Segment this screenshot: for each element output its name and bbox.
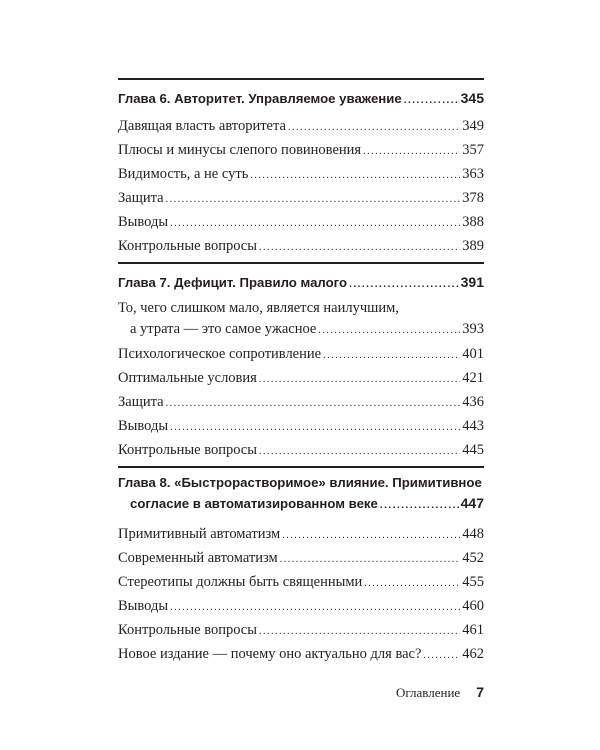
entry-page: 378 [462, 190, 484, 206]
chapter-6 [118, 78, 484, 258]
entry-page: 388 [462, 214, 484, 230]
dot-leader [259, 368, 460, 392]
entry-page: 443 [462, 418, 484, 434]
chapter-title-line1: Глава 8. «Быстрорастворимое» влияние. Примитивное [118, 475, 482, 490]
entry-title: Психологическое сопротивление [118, 346, 322, 362]
toc-entry[interactable] [118, 618, 484, 642]
entry-title: Новое издание — почему оно актуально для вас? [118, 646, 422, 662]
entry-title-line2: а утрата — это самое ужасное [130, 321, 317, 337]
toc-entry[interactable] [118, 342, 484, 366]
chapter-heading[interactable] [118, 269, 484, 295]
toc-entry[interactable] [118, 114, 484, 138]
dot-leader [423, 644, 460, 668]
entry-page: 421 [462, 370, 484, 386]
chapter-page: 345 [460, 90, 484, 106]
toc-entry[interactable] [118, 138, 484, 162]
dot-leader [323, 344, 460, 368]
chapter-page: 447 [460, 495, 484, 511]
entry-title: Видимость, а не суть [118, 166, 249, 182]
entry-title: Стереотипы должны быть священными [118, 574, 363, 590]
toc-entry[interactable] [118, 414, 484, 438]
dot-leader [259, 236, 460, 260]
table-of-contents [118, 78, 484, 666]
dot-leader [170, 596, 460, 620]
toc-entry[interactable] [118, 298, 484, 342]
toc-entry[interactable] [118, 594, 484, 618]
entry-page: 460 [462, 598, 484, 614]
dot-leader [364, 572, 460, 596]
chapter-7 [118, 262, 484, 462]
dot-leader [166, 392, 461, 416]
chapter-heading[interactable] [118, 473, 484, 517]
entry-title: Давящая власть авторитета [118, 118, 286, 134]
dot-leader [280, 548, 461, 572]
dot-leader [170, 416, 460, 440]
dot-leader [282, 524, 460, 548]
entry-page: 445 [462, 442, 484, 458]
dot-leader [363, 140, 460, 164]
chapter-8 [118, 466, 484, 666]
toc-entry[interactable] [118, 210, 484, 234]
entry-title: Контрольные вопросы [118, 442, 257, 458]
entry-page: 357 [462, 142, 484, 158]
toc-entry[interactable] [118, 642, 484, 666]
toc-entry[interactable] [118, 162, 484, 186]
dot-leader [166, 188, 461, 212]
dot-leader [349, 272, 459, 298]
dot-leader [170, 212, 460, 236]
running-footer-section: Оглавление [395, 685, 461, 700]
entry-title: Выводы [118, 598, 169, 614]
dot-leader [259, 620, 460, 644]
page-number: 7 [476, 684, 484, 700]
toc-entry[interactable] [118, 366, 484, 390]
chapter-title: Глава 6. Авторитет. Управляемое уважение [118, 91, 402, 106]
entry-title-line1: То, чего слишком мало, является наилучшим, [118, 300, 399, 316]
toc-entry[interactable] [118, 438, 484, 462]
entry-page: 363 [462, 166, 484, 182]
entry-page: 436 [462, 394, 484, 410]
entry-title: Современный автоматизм [118, 550, 278, 566]
page-footer [380, 684, 484, 701]
toc-entry[interactable] [118, 522, 484, 546]
entry-title: Контрольные вопросы [118, 238, 257, 254]
toc-entry[interactable] [118, 186, 484, 210]
entry-title: Плюсы и минусы слепого повиновения [118, 142, 362, 158]
chapter-page: 391 [460, 274, 484, 290]
dot-leader [404, 88, 459, 114]
entry-page: 462 [462, 646, 484, 662]
entry-page: 393 [462, 321, 484, 337]
entry-title: Защита [118, 394, 164, 410]
chapter-heading[interactable] [118, 85, 484, 111]
entry-page: 461 [462, 622, 484, 638]
entry-page: 452 [462, 550, 484, 566]
dot-leader [259, 440, 460, 464]
entry-title: Контрольные вопросы [118, 622, 257, 638]
toc-entry[interactable] [118, 390, 484, 414]
dot-leader [288, 116, 460, 140]
entry-page: 455 [462, 574, 484, 590]
dot-leader [318, 320, 460, 342]
entry-page: 401 [462, 346, 484, 362]
toc-entry[interactable] [118, 546, 484, 570]
chapter-title-line2: согласие в автоматизированном веке [130, 496, 378, 511]
toc-entry[interactable] [118, 234, 484, 258]
entry-title: Защита [118, 190, 164, 206]
entry-page: 448 [462, 526, 484, 542]
dot-leader [250, 164, 460, 188]
entry-page: 349 [462, 118, 484, 134]
toc-entry[interactable] [118, 570, 484, 594]
entry-title: Оптимальные условия [118, 370, 257, 386]
chapter-title: Глава 7. Дефицит. Правило малого [118, 275, 348, 290]
entry-title: Выводы [118, 418, 169, 434]
entry-title: Примитивный автоматизм [118, 526, 281, 542]
entry-page: 389 [462, 238, 484, 254]
dot-leader [380, 495, 459, 517]
entry-title: Выводы [118, 214, 169, 230]
